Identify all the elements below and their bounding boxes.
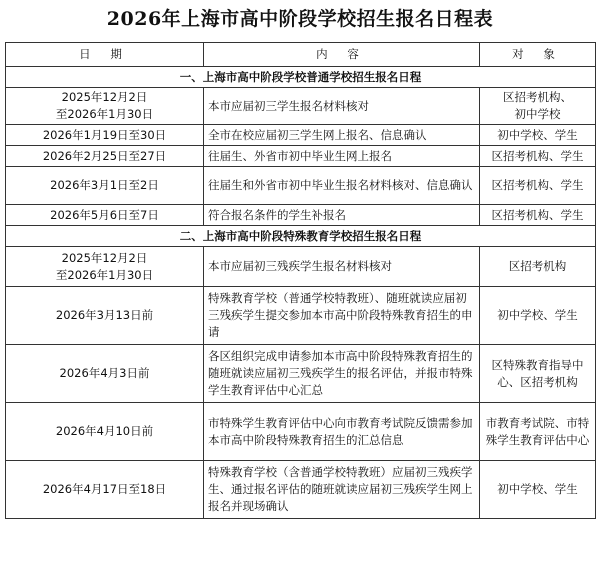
target-cell: 初中学校、学生 — [480, 125, 596, 146]
header-target: 对 象 — [480, 43, 596, 67]
target-cell: 区招考机构、学生 — [480, 205, 596, 226]
date-cell: 2026年2月25日至27日 — [6, 146, 204, 167]
date-cell: 2026年4月3日前 — [6, 345, 204, 403]
target-cell: 初中学校、学生 — [480, 461, 596, 519]
content-cell: 往届生和外省市初中毕业生报名材料核对、信息确认 — [204, 167, 480, 205]
date-cell: 2025年12月2日 至2026年1月30日 — [6, 247, 204, 287]
header-date: 日 期 — [6, 43, 204, 67]
header-row — [6, 43, 596, 67]
date-cell: 2026年1月19日至30日 — [6, 125, 204, 146]
content-cell: 特殊教育学校（含普通学校特教班）应届初三残疾学生、通过报名评估的随班就读应届初三残疾学生网上报名并现场确认 — [204, 461, 480, 519]
target-cell: 市教育考试院、市特殊学生教育评估中心 — [480, 403, 596, 461]
target-cell: 区特殊教育指导中心、区招考机构 — [480, 345, 596, 403]
content-cell: 特殊教育学校（普通学校特教班）、随班就读应届初三残疾学生提交参加本市高中阶段特殊教育招生的申请 — [204, 287, 480, 345]
schedule-table — [5, 42, 596, 519]
schedule-body — [6, 67, 596, 519]
content-cell: 各区组织完成申请参加本市高中阶段特殊教育招生的随班就读应届初三残疾学生的报名评估，并报市特殊学生教育评估中心汇总 — [204, 345, 480, 403]
table-row — [6, 247, 596, 287]
table-row — [6, 287, 596, 345]
content-cell: 市特殊学生教育评估中心向市教育考试院反馈需参加本市高中阶段特殊教育招生的汇总信息 — [204, 403, 480, 461]
table-row — [6, 88, 596, 125]
table-row — [6, 205, 596, 226]
section-heading: 二、上海市高中阶段特殊教育学校招生报名日程 — [6, 226, 596, 247]
target-cell: 初中学校、学生 — [480, 287, 596, 345]
content-cell: 本市应届初三残疾学生报名材料核对 — [204, 247, 480, 287]
content-cell: 往届生、外省市初中毕业生网上报名 — [204, 146, 480, 167]
date-cell: 2026年4月17日至18日 — [6, 461, 204, 519]
target-cell: 区招考机构、学生 — [480, 146, 596, 167]
target-cell: 区招考机构、学生 — [480, 167, 596, 205]
table-row — [6, 125, 596, 146]
content-cell: 符合报名条件的学生补报名 — [204, 205, 480, 226]
section-heading: 一、上海市高中阶段学校普通学校招生报名日程 — [6, 67, 596, 88]
section-heading-row — [6, 226, 596, 247]
date-cell: 2026年5月6日至7日 — [6, 205, 204, 226]
date-cell: 2026年3月13日前 — [6, 287, 204, 345]
content-cell: 全市在校应届初三学生网上报名、信息确认 — [204, 125, 480, 146]
section-heading-row — [6, 67, 596, 88]
page-title: 2026年上海市高中阶段学校招生报名日程表 — [106, 8, 494, 30]
table-row — [6, 167, 596, 205]
date-cell: 2025年12月2日 至2026年1月30日 — [6, 88, 204, 125]
table-row — [6, 403, 596, 461]
date-cell: 2026年4月10日前 — [6, 403, 204, 461]
date-cell: 2026年3月1日至2日 — [6, 167, 204, 205]
header-content: 内 容 — [204, 43, 480, 67]
content-cell: 本市应届初三学生报名材料核对 — [204, 88, 480, 125]
target-cell: 区招考机构、 初中学校 — [480, 88, 596, 125]
table-row — [6, 461, 596, 519]
target-cell: 区招考机构 — [480, 247, 596, 287]
table-row — [6, 146, 596, 167]
table-row — [6, 345, 596, 403]
